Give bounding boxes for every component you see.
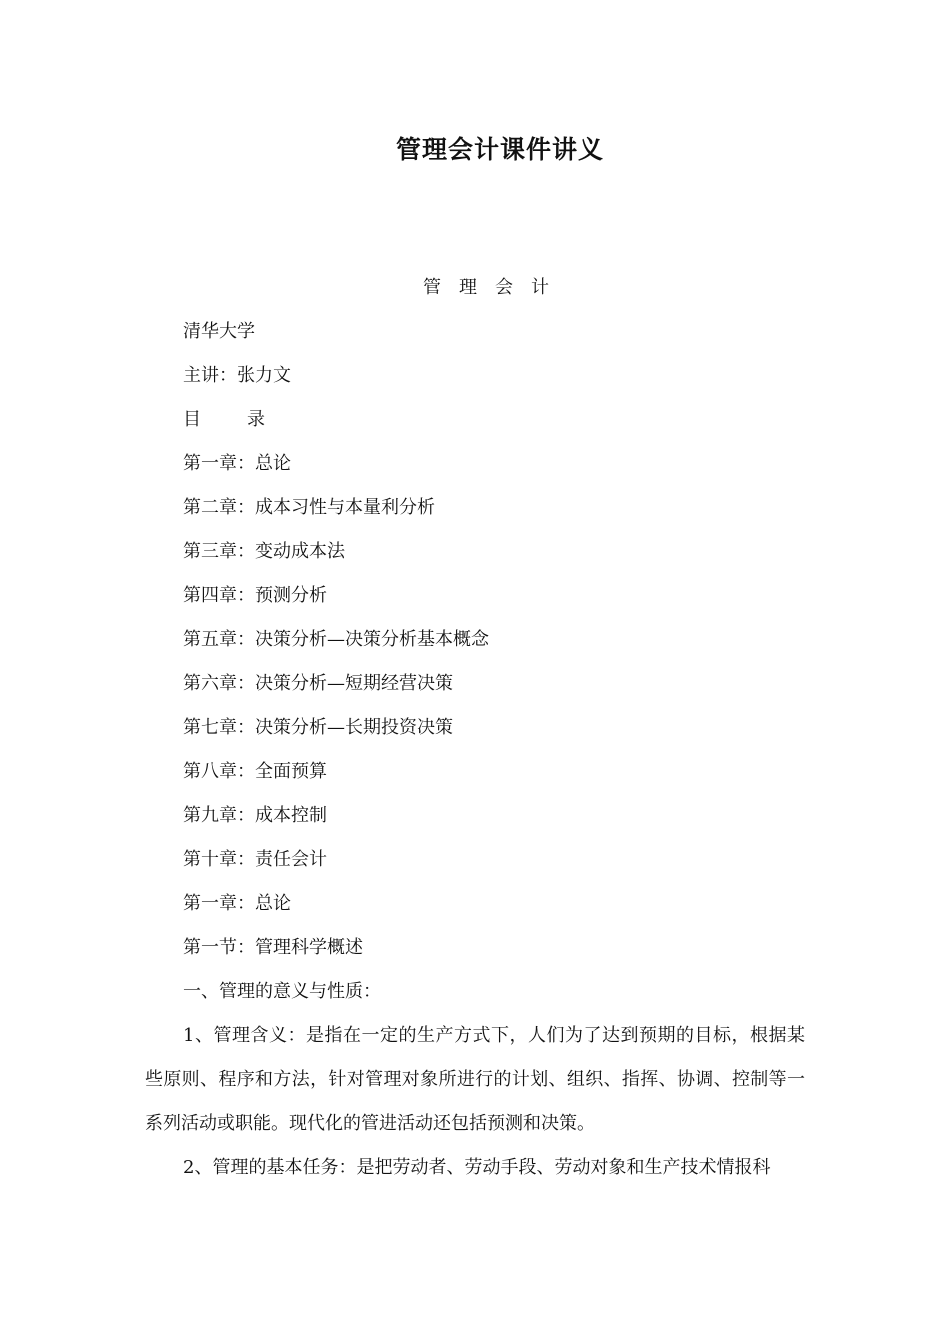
chapter-heading: 第一章：总论 [183,893,291,914]
body-paragraph: 2、管理的基本任务：是把劳动者、劳动手段、劳动对象和生产技术情报科 [183,1157,771,1178]
toc-heading [183,406,265,434]
document-subtitle: 管理会计 [423,277,567,298]
school-name: 清华大学 [183,321,255,342]
toc-heading-left: 目 [183,409,201,430]
toc-heading-right: 录 [247,409,265,430]
toc-item: 第一章：总论 [183,453,291,474]
document-title: 管理会计课件讲义 [395,135,604,164]
toc-item: 第四章：预测分析 [183,585,327,606]
section-heading: 第一节：管理科学概述 [183,937,363,958]
toc-item: 第十章：责任会计 [183,849,327,870]
toc-item: 第五章：决策分析—决策分析基本概念 [183,629,489,650]
toc-item: 第三章：变动成本法 [183,541,345,562]
toc-item: 第七章：决策分析—长期投资决策 [183,717,453,738]
toc-item: 第二章：成本习性与本量利分析 [183,497,435,518]
toc-item: 第八章：全面预算 [183,761,327,782]
toc-item: 第六章：决策分析—短期经营决策 [183,673,453,694]
toc-item: 第九章：成本控制 [183,805,327,826]
lecturer-line: 主讲：张力文 [183,365,291,386]
subsection-heading: 一、管理的意义与性质： [183,981,381,1002]
body-paragraph: 1、管理含义：是指在一定的生产方式下，人们为了达到预期的目标，根据某些原则、程序和方法，针对管理对象所进行的计划、组织、指挥、协调、控制等一系列活动或职能。现代化的管进活动还包括预测和决策。 [145,1025,805,1134]
